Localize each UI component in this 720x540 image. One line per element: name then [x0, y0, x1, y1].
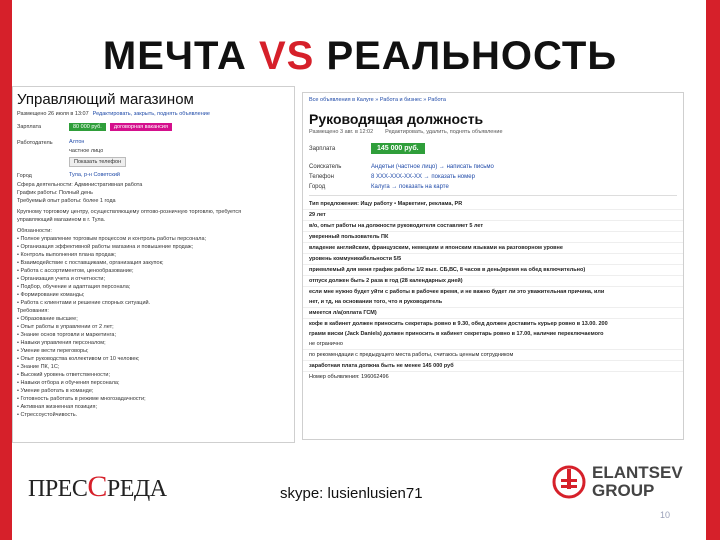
dream-employer-label: Работодатель [17, 139, 53, 146]
dream-line: График работы: Полный день [17, 190, 93, 196]
dream-line: Требования: [17, 308, 49, 314]
reality-line: не огранично [303, 339, 683, 350]
dream-line: • Стрессоустойчивость. [17, 412, 78, 418]
dream-line: • Знание ПК, 1С; [17, 364, 60, 370]
dream-employer-name[interactable]: Алтон [69, 139, 85, 145]
dream-line: • Работа с ассортиментом, ценообразование; [17, 268, 134, 274]
reality-salary-value: 145 000 руб. [371, 143, 425, 154]
dream-salary-label: Зарплата [17, 124, 42, 130]
reality-line: отпуск должен быть 2 раза в год (28 календарных дней) [303, 276, 683, 287]
reality-field-label: Город [309, 184, 326, 190]
dream-line: • Опыт руководства коллективом от 10 человек; [17, 356, 140, 362]
reality-divider [309, 195, 677, 196]
presssreda-logo [28, 470, 167, 504]
page-number: 10 [660, 510, 671, 520]
dream-line: Крупному торговому центру, осуществляющему оптово-розничную торговлю, требуется [17, 209, 242, 215]
dream-meta: Размещено 26 июля в 13:07 [17, 111, 89, 117]
press-logo-left: ПРЕС [28, 476, 88, 502]
press-logo-c: С [87, 470, 107, 503]
elantsev-logo [552, 464, 683, 500]
dream-line: Сфера деятельности: Административная работа [17, 182, 143, 188]
reality-line: уровень коммуникабельности 5/5 [303, 254, 683, 265]
dream-employer-note: частное лицо [69, 148, 104, 154]
reality-line: уверенный пользователь ПК [303, 232, 683, 243]
reality-field-label: Телефон [309, 174, 334, 180]
dream-line: • Полное управление торговым процессом и контроль работы персонала; [17, 236, 207, 242]
dream-line: • Знание основ торговли и маркетинга; [17, 332, 116, 338]
dream-line: Требуемый опыт работы: более 1 года [17, 198, 116, 204]
skype-contact: skype: lusienlusien71 [280, 485, 423, 502]
reality-meta-link[interactable]: Редактировать, удалить, поднять объявление [385, 129, 503, 135]
red-edge-right [706, 0, 720, 540]
dream-salary-value: 80 000 руб. [69, 123, 106, 131]
press-logo-right: РЕДА [106, 476, 167, 502]
dream-line: • Организация учета и отчетности; [17, 276, 105, 282]
title-vs: VS [258, 34, 315, 78]
dream-ad-panel [12, 86, 295, 443]
reality-line: владение английским, французским, немецким и японским языками на разговорном уровне [303, 243, 683, 254]
title-part2: РЕАЛЬНОСТЬ [326, 34, 618, 78]
slide-title [0, 34, 720, 79]
reality-offer-type: Тип предложения: Ищу работу • Маркетинг, реклама, PR [303, 199, 683, 210]
reality-field-label: Соискатель [309, 164, 342, 170]
dream-line: • Взаимодействие с поставщиками, организация закупок; [17, 260, 164, 266]
dream-line: • Готовность работать в режиме многозадачности; [17, 396, 146, 402]
elantsev-line2: GROUP [592, 481, 655, 500]
reality-line: имеется л/а(оплата ГСМ) [303, 308, 683, 319]
reality-line: кофе в кабинет должен приносить секретарь ровно в 9.30, обед должен доставить курьер ровно в 13.00. 200 [309, 321, 608, 327]
reality-heading: Руководящая должность [309, 111, 484, 127]
reality-line: если мне нужно будет уйти с работы в рабочее время, и не важно будет ли это уважительная причина, или [309, 289, 605, 295]
dream-line: • Высокий уровень ответственности; [17, 372, 111, 378]
reality-line: грамм виски (Jack Daniels) должен приносить в кабинет секретарь ровно в 17.00, наличие переключаемого [309, 331, 604, 337]
reality-line: по рекомендации с предыдущего места работы, считаюсь ценным сотрудником [303, 350, 683, 361]
dream-line: • Образование высшее; [17, 316, 78, 322]
title-part1: МЕЧТА [102, 34, 247, 78]
reality-line: нет, и тд, на основании того, что я руководитель [303, 297, 683, 308]
dream-line: • Организация эффективной работы магазина и повышение продаж; [17, 244, 194, 250]
dream-line: • Работа с клиентами и решение спорных ситуаций. [17, 300, 151, 306]
dream-line: Обязанности: [17, 228, 52, 234]
reality-line: 29 лет [303, 210, 683, 221]
dream-salary-badge: договорная вакансия [110, 123, 172, 131]
reality-field-value[interactable]: 8 XXX-XXX-XX-XX → показать номер [371, 174, 475, 180]
reality-breadcrumb[interactable]: Все объявления в Калуге » Работа и бизнес » Работа [309, 97, 446, 103]
dream-text [13, 180, 294, 422]
reality-salary-label: Зарплата [309, 145, 336, 152]
reality-line: приемлемый для меня график работы 1/2 вых. СБ,ВС, 8 часов в день(время на обед включительно) [303, 265, 683, 276]
dream-line: управляющий магазином в г. Тула. [17, 217, 106, 223]
elantsev-line1: ELANTSEV [592, 463, 683, 482]
dream-line: • Активная жизненная позиция; [17, 404, 98, 410]
dream-meta-link[interactable]: Редактировать, закрыть, поднять объявление [92, 111, 210, 117]
dream-line: • Формирование команды; [17, 292, 85, 298]
dream-city-label: Город [17, 172, 32, 179]
reality-line: в/о, опыт работы на должности руководителя составляет 5 лет [303, 221, 683, 232]
red-edge-left [0, 0, 12, 540]
dream-line: • Опыт работы в управлении от 2 лет; [17, 324, 114, 330]
dream-phone-button[interactable]: Показать телефон [69, 157, 126, 167]
reality-field-value[interactable]: Андетьи (частное лицо) → написать письмо [371, 164, 494, 170]
dream-line: • Навыки отбора и обучения персонала; [17, 380, 120, 386]
dream-city-value[interactable]: Тула, р-н Советский [69, 172, 120, 178]
elantsev-emblem-icon [552, 465, 586, 499]
dream-line: • Навыки управления персоналом; [17, 340, 106, 346]
dream-line: • Контроль выполнения плана продаж; [17, 252, 116, 258]
reality-line: заработная плата должна быть не менее 145 000 руб [303, 361, 683, 372]
reality-ad-panel [302, 92, 684, 440]
dream-line: • Подбор, обучение и адаптация персонала; [17, 284, 131, 290]
reality-meta: Размещено 3 авг. в 12:02 [309, 129, 374, 135]
dream-line: • Умение работать в команде; [17, 388, 94, 394]
dream-heading: Управляющий магазином [17, 91, 194, 108]
dream-line: • Умение вести переговоры; [17, 348, 89, 354]
reality-ad-number: Номер объявления: 196062496 [309, 374, 389, 380]
reality-field-value[interactable]: Калуга → показать на карте [371, 184, 449, 190]
